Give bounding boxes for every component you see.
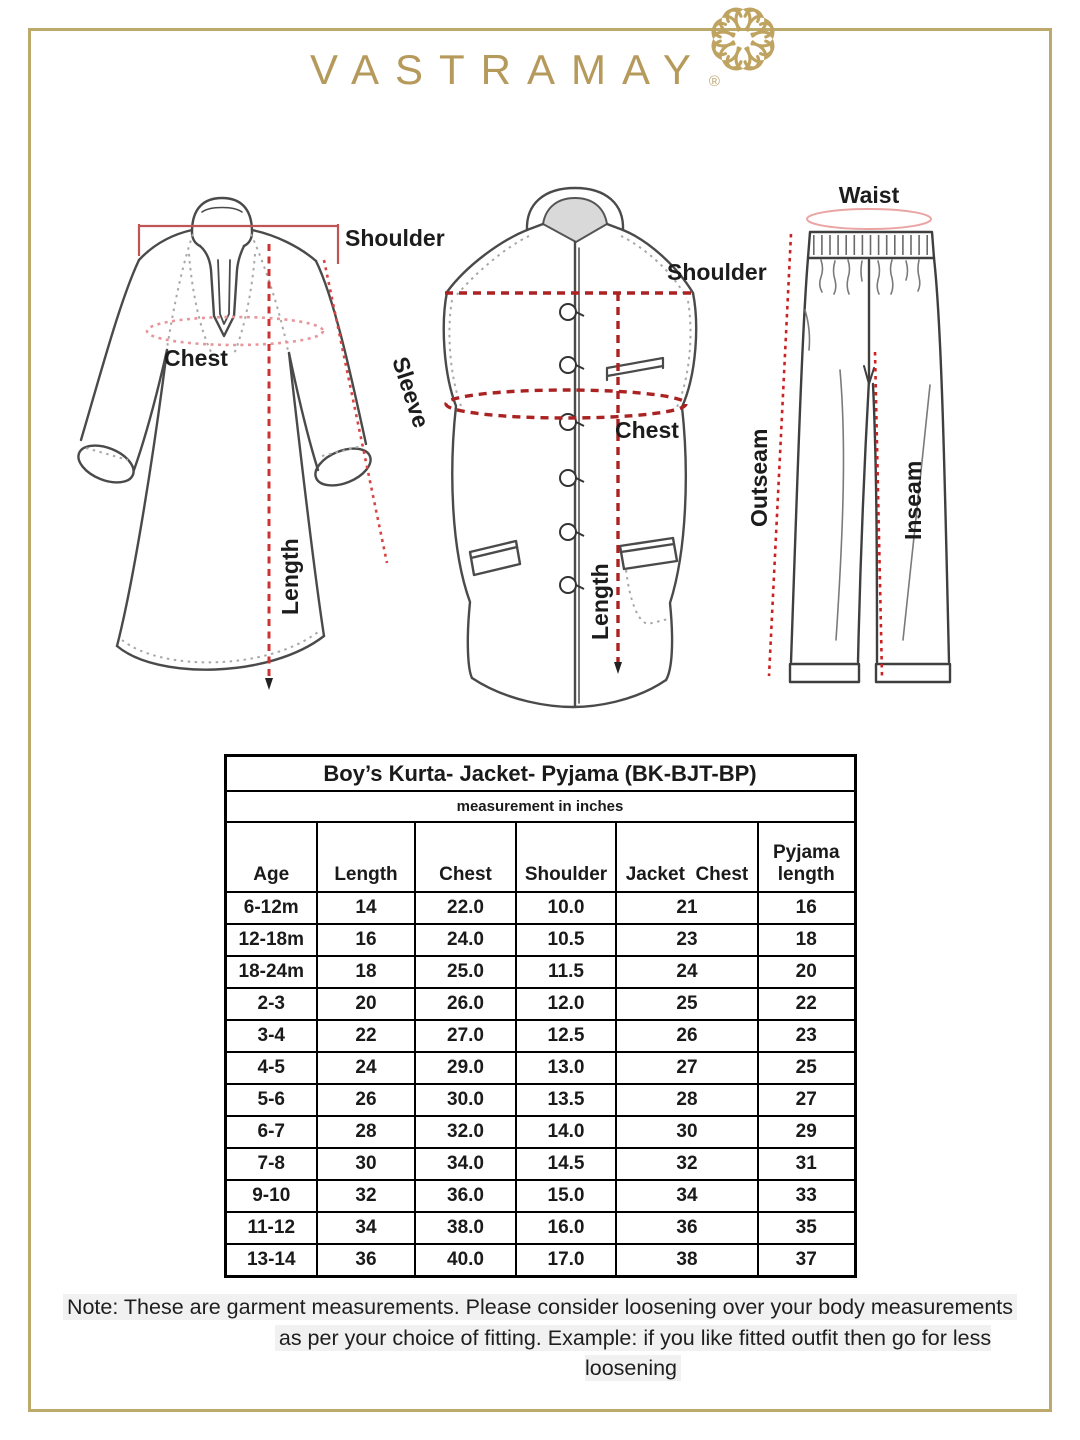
pyjama-inseam-label: Inseam	[900, 460, 926, 540]
table-row	[225, 1116, 855, 1148]
column-header-pyjama-length: Pyjama length	[758, 822, 855, 892]
table-cell: 30	[616, 1116, 758, 1148]
table-cell: 24	[317, 1052, 415, 1084]
table-cell: 26	[317, 1084, 415, 1116]
jacket-shoulder-label: Shoulder	[667, 259, 767, 285]
table-cell: 24.0	[415, 924, 516, 956]
table-cell: 2-3	[225, 988, 317, 1020]
table-cell: 15.0	[516, 1180, 616, 1212]
size-table-header-row	[225, 822, 855, 892]
table-cell: 25	[758, 1052, 855, 1084]
table-cell: 31	[758, 1148, 855, 1180]
table-row	[225, 924, 855, 956]
size-table-title: Boy’s Kurta- Jacket- Pyjama (BK-BJT-BP)	[225, 756, 855, 792]
table-cell: 13.5	[516, 1084, 616, 1116]
table-row	[225, 1020, 855, 1052]
measurement-diagrams	[0, 168, 1080, 750]
table-cell: 16	[317, 924, 415, 956]
table-cell: 16	[758, 892, 855, 924]
table-cell: 40.0	[415, 1244, 516, 1277]
brand-header	[0, 46, 1080, 94]
table-cell: 18	[758, 924, 855, 956]
kurta-sleeve-label: Sleeve	[387, 353, 435, 431]
jacket-length-label: Length	[587, 563, 613, 640]
pyjama-outseam-label: Outseam	[746, 428, 772, 527]
table-cell: 10.5	[516, 924, 616, 956]
table-row	[225, 1180, 855, 1212]
table-cell: 26.0	[415, 988, 516, 1020]
table-cell: 20	[758, 956, 855, 988]
table-cell: 32	[317, 1180, 415, 1212]
table-row	[225, 1244, 855, 1277]
pyjama-diagram	[745, 170, 975, 748]
table-cell: 25	[616, 988, 758, 1020]
pyjama-waist-label: Waist	[838, 182, 900, 208]
table-cell: 27	[758, 1084, 855, 1116]
table-cell: 12-18m	[225, 924, 317, 956]
column-header-age: Age	[225, 822, 317, 892]
size-table-unit-note: measurement in inches	[225, 791, 855, 822]
table-cell: 9-10	[225, 1180, 317, 1212]
table-cell: 11.5	[516, 956, 616, 988]
table-row	[225, 1148, 855, 1180]
table-cell: 27	[616, 1052, 758, 1084]
table-cell: 27.0	[415, 1020, 516, 1052]
table-cell: 6-12m	[225, 892, 317, 924]
table-cell: 6-7	[225, 1116, 317, 1148]
table-row	[225, 1052, 855, 1084]
kurta-length-label: Length	[277, 538, 303, 615]
table-row	[225, 988, 855, 1020]
table-cell: 17.0	[516, 1244, 616, 1277]
table-cell: 29	[758, 1116, 855, 1148]
table-cell: 30	[317, 1148, 415, 1180]
note-line-1: Note: These are garment measurements. Please consider loosening over your body measurements	[63, 1294, 1017, 1320]
table-cell: 11-12	[225, 1212, 317, 1244]
table-cell: 28	[616, 1084, 758, 1116]
table-cell: 7-8	[225, 1148, 317, 1180]
table-cell: 24	[616, 956, 758, 988]
table-row	[225, 1084, 855, 1116]
table-cell: 22.0	[415, 892, 516, 924]
jacket-chest-label: Chest	[615, 417, 679, 443]
column-header-length: Length	[317, 822, 415, 892]
table-cell: 26	[616, 1020, 758, 1052]
table-cell: 5-6	[225, 1084, 317, 1116]
garment-note	[48, 1292, 1032, 1384]
table-cell: 14.0	[516, 1116, 616, 1148]
table-cell: 32.0	[415, 1116, 516, 1148]
table-cell: 13.0	[516, 1052, 616, 1084]
table-cell: 12.5	[516, 1020, 616, 1052]
table-cell: 36	[317, 1244, 415, 1277]
size-table-body	[225, 892, 855, 1277]
table-cell: 34	[616, 1180, 758, 1212]
note-line-2: as per your choice of fitting. Example: if you like fitted outfit then go for less loosening	[275, 1325, 991, 1382]
table-row	[225, 892, 855, 924]
table-cell: 18	[317, 956, 415, 988]
table-row	[225, 1212, 855, 1244]
table-cell: 20	[317, 988, 415, 1020]
table-cell: 12.0	[516, 988, 616, 1020]
table-cell: 13-14	[225, 1244, 317, 1277]
table-cell: 38.0	[415, 1212, 516, 1244]
table-cell: 29.0	[415, 1052, 516, 1084]
brand-wordmark: VASTRAMAY	[310, 46, 707, 93]
registered-trademark: ®	[708, 73, 720, 90]
size-table	[224, 754, 857, 1278]
column-header-shoulder: Shoulder	[516, 822, 616, 892]
table-cell: 14	[317, 892, 415, 924]
table-cell: 32	[616, 1148, 758, 1180]
table-cell: 22	[758, 988, 855, 1020]
table-cell: 34.0	[415, 1148, 516, 1180]
table-cell: 36	[616, 1212, 758, 1244]
kurta-shoulder-label: Shoulder	[345, 225, 445, 251]
floral-mandala-icon	[704, 0, 782, 78]
table-cell: 37	[758, 1244, 855, 1277]
column-header-chest: Chest	[415, 822, 516, 892]
table-cell: 10.0	[516, 892, 616, 924]
table-cell: 3-4	[225, 1020, 317, 1052]
table-cell: 23	[616, 924, 758, 956]
kurta-diagram	[52, 168, 452, 746]
table-cell: 18-24m	[225, 956, 317, 988]
table-cell: 34	[317, 1212, 415, 1244]
jacket-diagram	[430, 170, 770, 748]
table-cell: 25.0	[415, 956, 516, 988]
table-cell: 36.0	[415, 1180, 516, 1212]
table-row	[225, 956, 855, 988]
table-cell: 22	[317, 1020, 415, 1052]
table-cell: 16.0	[516, 1212, 616, 1244]
kurta-chest-label: Chest	[164, 345, 228, 371]
table-cell: 23	[758, 1020, 855, 1052]
table-cell: 14.5	[516, 1148, 616, 1180]
table-cell: 30.0	[415, 1084, 516, 1116]
table-cell: 35	[758, 1212, 855, 1244]
column-header-jacket-chest: Jacket Chest	[616, 822, 758, 892]
table-cell: 33	[758, 1180, 855, 1212]
table-cell: 21	[616, 892, 758, 924]
table-cell: 28	[317, 1116, 415, 1148]
table-cell: 4-5	[225, 1052, 317, 1084]
table-cell: 38	[616, 1244, 758, 1277]
